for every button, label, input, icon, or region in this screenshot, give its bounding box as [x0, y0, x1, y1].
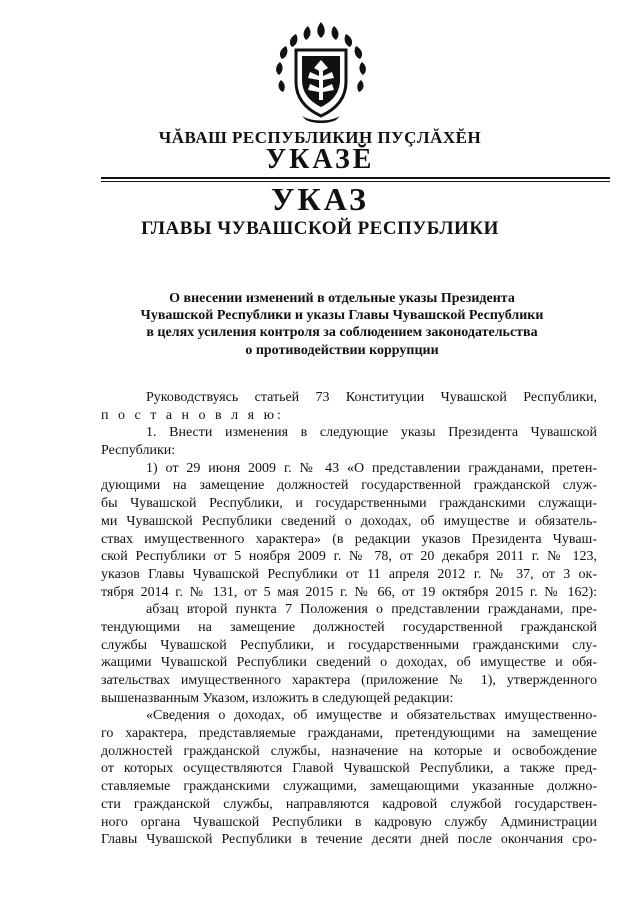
body-line: вышеназванным Указом, изложить в следующей редакции:: [101, 690, 454, 706]
body-line: ми Чувашской Республики сведений о доходах, об имуществе и обязатель-: [101, 513, 597, 529]
body-line: ного органа Чувашской Республики в кадровую службу Администрации: [101, 814, 597, 830]
chuvash-header-line: ЧĂВАШ РЕСПУБЛИКИН ПУÇЛĂХĔН: [158, 128, 482, 147]
body-line: 1) от 29 июня 2009 г. № 43 «О представлении гражданами, претен-: [146, 460, 597, 476]
body-line: указов Главы Чувашской Республики от 11 апреля 2012 г. № 37, от 3 ок-: [101, 566, 597, 582]
body-line: го характера, представляемые гражданами, претендующими на замещение: [101, 726, 597, 742]
body-line: от которых осуществляются Главой Чувашской Республики, а также пред-: [101, 761, 597, 777]
body-line: ской Республики от 5 ноября 2009 г. № 78, от 20 декабря 2011 г. № 123,: [101, 549, 597, 565]
body-line: ставляемые гражданскими служащими, замещающими указанные должно-: [101, 779, 597, 795]
body-line: Руководствуясь статьей 73 Конституции Чувашской Республики,: [146, 390, 597, 405]
decree-heading: УКАЗ: [271, 181, 369, 217]
body-line: службы Чувашской Республики, и государственными гражданскими слу-: [101, 637, 597, 653]
document-body: [101, 389, 597, 849]
body-line: ствах имущественного характера» (в редакции указов Президента Чуваш-: [101, 531, 597, 547]
body-line: бы Чувашской Республики, и государственными гражданскими служащи-: [101, 496, 597, 512]
title-line: о противодействии коррупции: [245, 342, 439, 358]
body-line: Главы Чувашской Республики в течение десяти дней после окончания сро-: [101, 832, 597, 848]
body-line: п о с т а н о в л я ю:: [101, 407, 284, 423]
chuvash-republic-emblem-icon: [272, 20, 370, 124]
body-line: тендующими на замещение должностей государственной гражданской: [101, 619, 597, 635]
body-line: Республики:: [101, 443, 176, 459]
title-line: в целях усиления контроля за соблюдением законодательства: [146, 325, 538, 341]
body-line: жащими Чувашской Республики сведений о доходах, об имуществе и обя-: [101, 655, 597, 671]
chuvash-decree-heading: УКАЗĔ: [265, 144, 375, 175]
issuer-heading: ГЛАВЫ ЧУВАШСКОЙ РЕСПУБЛИКИ: [141, 218, 499, 239]
body-line: сти гражданской службы, направляются кадровой службой государствен-: [101, 796, 597, 812]
title-line: Чувашской Республики и указы Главы Чувашской Республики: [140, 308, 544, 324]
body-line: должностей гражданской службы, назначение на которые и освобождение: [101, 743, 597, 759]
body-line: 1. Внести изменения в следующие указы Президента Чувашской: [146, 425, 597, 441]
body-line: зательствах имущественного характера (приложение № 1), утвержденного: [101, 673, 597, 688]
document-title: [100, 290, 584, 359]
body-line: абзац второй пункта 7 Положения о представлении гражданами, пре-: [146, 602, 597, 618]
title-line: О внесении изменений в отдельные указы Президента: [169, 291, 515, 306]
body-line: тября 2014 г. № 131, от 5 мая 2015 г. № 66, от 19 октября 2015 г. № 162):: [101, 584, 597, 600]
body-line: дующими на замещение должностей государственной гражданской служ-: [101, 478, 597, 494]
body-line: «Сведения о доходах, об имуществе и обязательствах имущественно-: [146, 708, 597, 724]
header-divider: [101, 177, 610, 179]
